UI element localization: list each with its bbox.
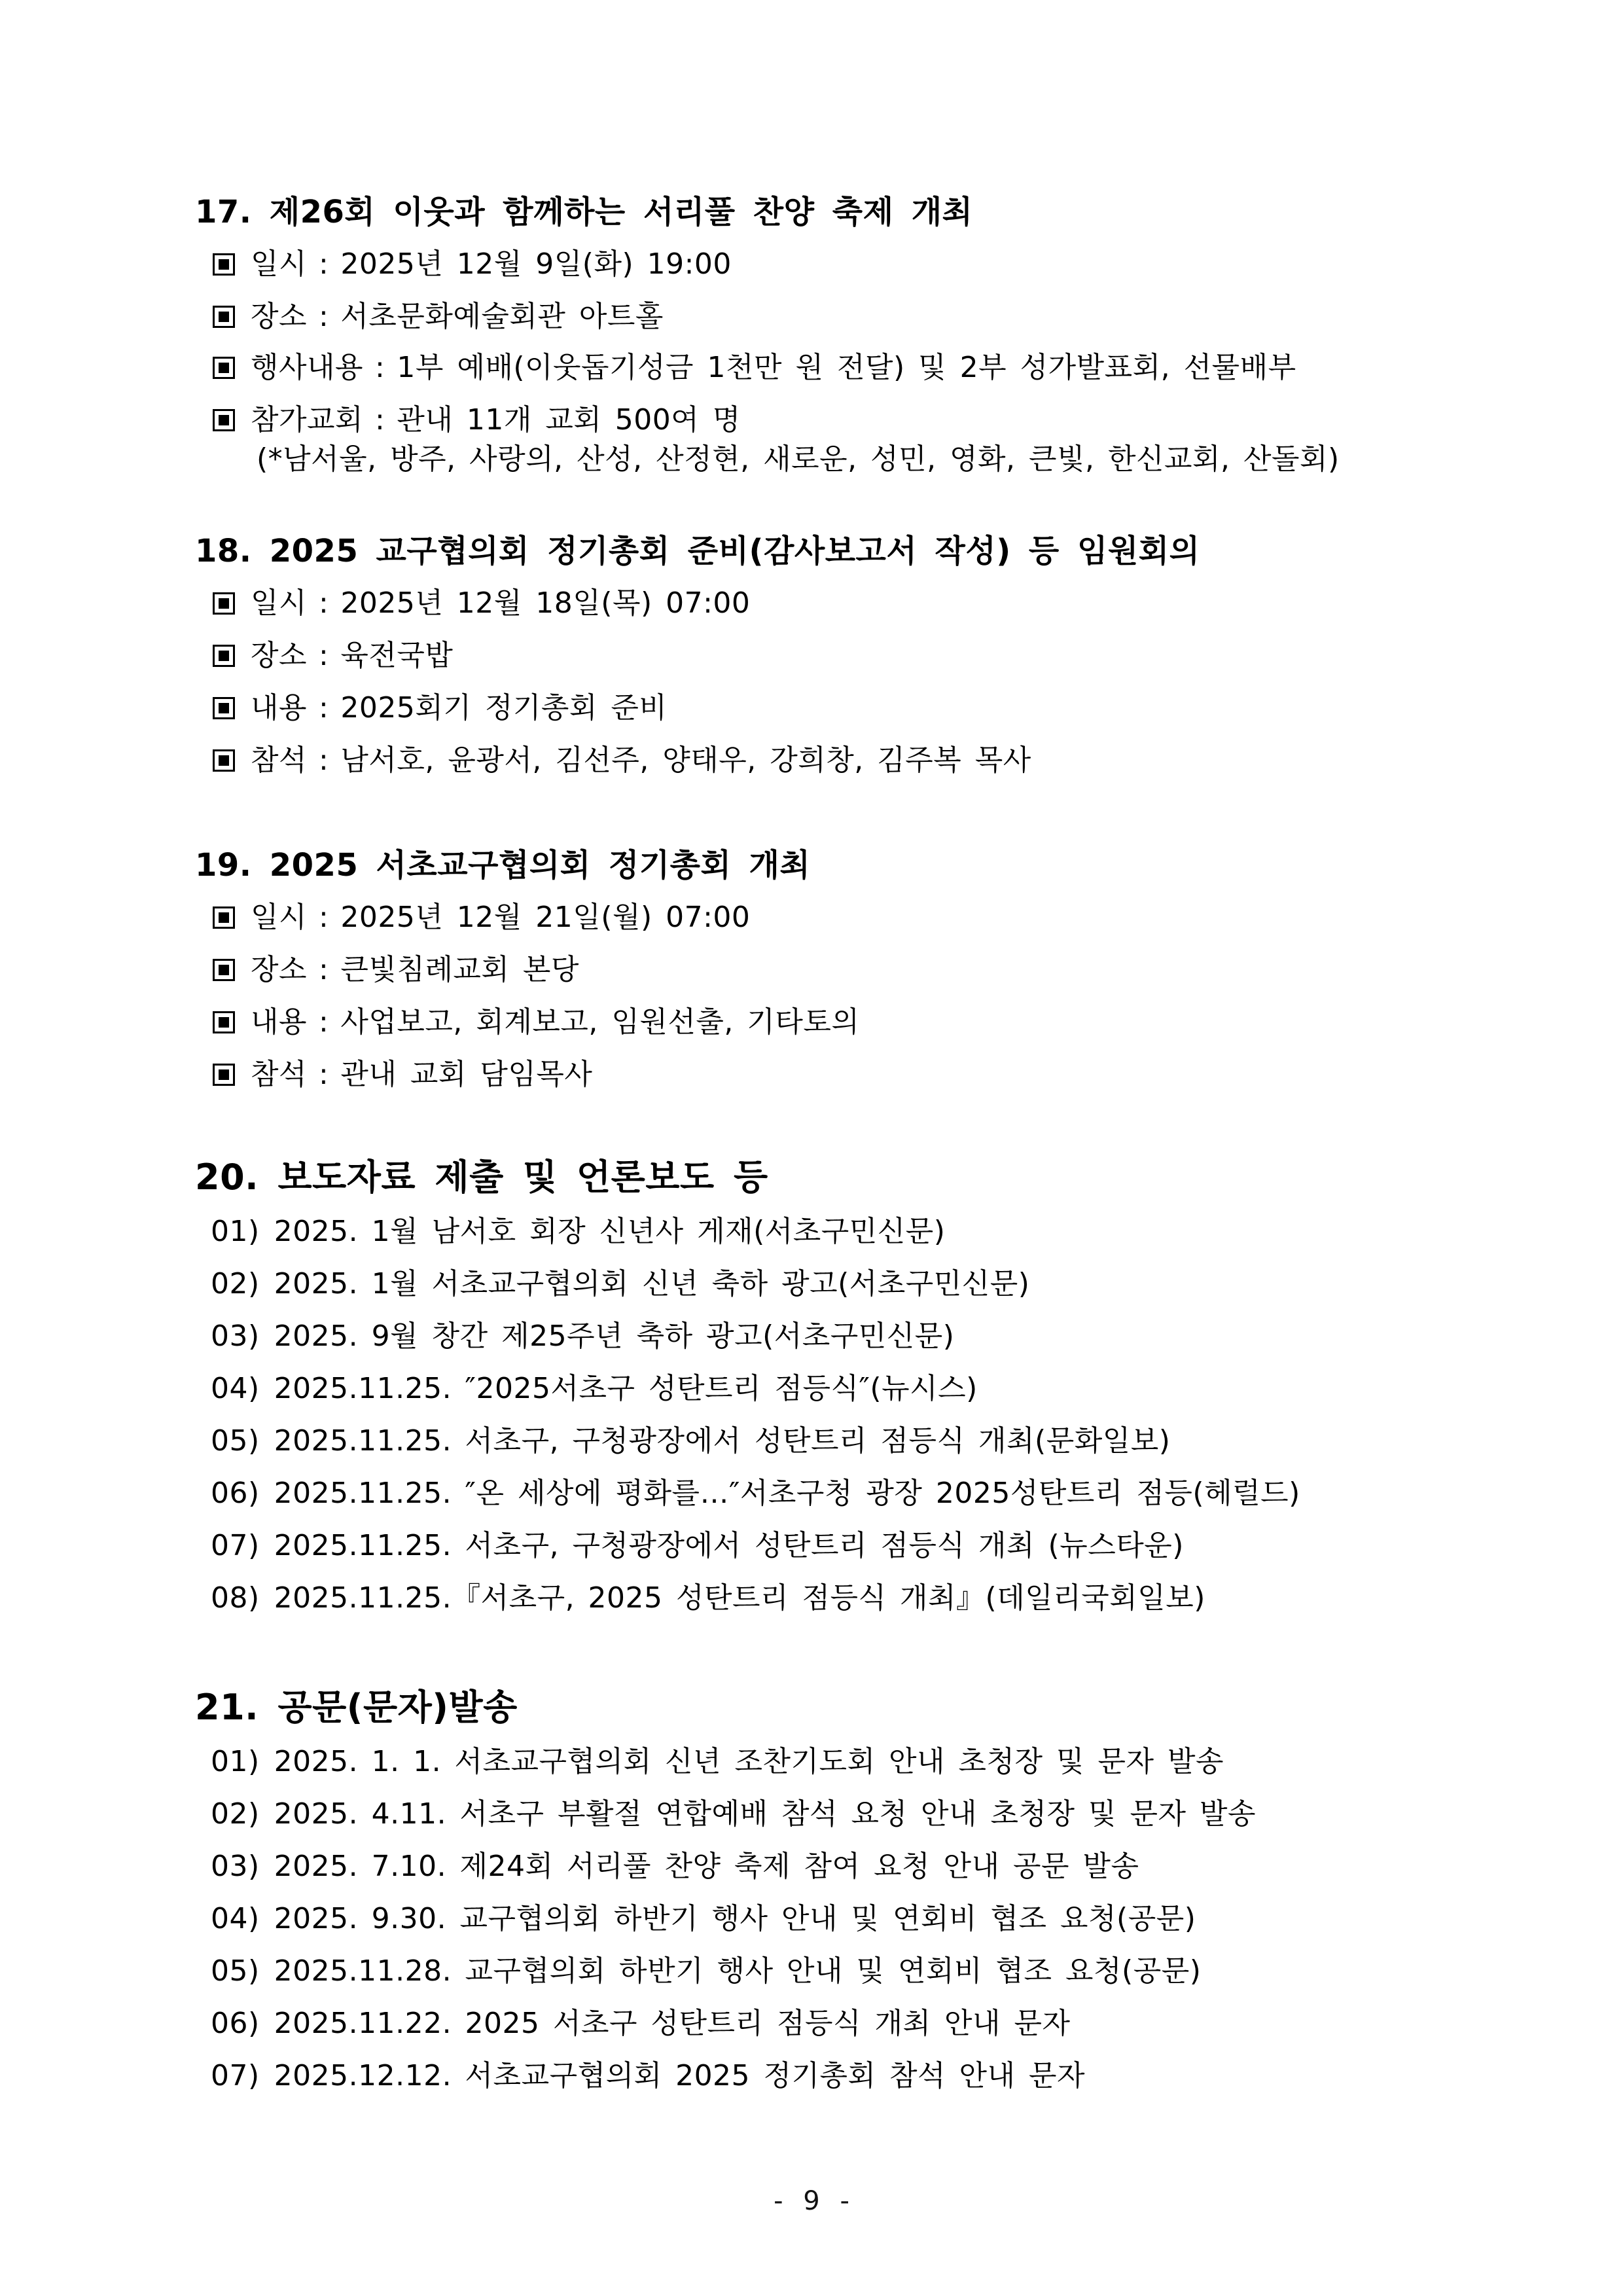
item-label: 장소 <box>251 953 308 986</box>
press-list-item <box>211 1374 978 1403</box>
item-text: 2025. 9월 창간 제25주년 축하 광고(서초구민신문) <box>274 1319 955 1353</box>
section-18-item-date <box>213 586 751 620</box>
item-value: 서초문화예술회관 아트홀 <box>340 300 664 333</box>
item-separator: : <box>375 403 385 437</box>
item-number: 06) <box>211 2007 260 2040</box>
item-number: 03) <box>211 1319 260 1353</box>
section-18-title: 18. 2025 교구협의회 정기총회 준비(감사보고서 작성) 등 임원회의 <box>195 533 1200 569</box>
press-list-item <box>211 1581 1205 1615</box>
section-17-church-list: (*남서울, 방주, 사랑의, 산성, 산정현, 새로운, 성민, 영화, 큰빛, 한신교회, 산돌회) <box>257 442 1340 476</box>
square-bullet-icon <box>213 645 235 667</box>
item-value: 사업보고, 회계보고, 임원선출, 기타토의 <box>340 1005 860 1039</box>
square-bullet-icon <box>213 959 235 981</box>
section-17-item-churches <box>213 403 741 437</box>
section-18-item-place <box>213 641 453 670</box>
item-number: 06) <box>211 1477 260 1510</box>
item-label: 일시 <box>251 586 308 620</box>
section-19-item-place <box>213 953 579 986</box>
item-separator: : <box>319 639 329 672</box>
item-label: 장소 <box>251 300 308 333</box>
section-19-item-date <box>213 903 750 932</box>
item-number: 07) <box>211 1529 260 1562</box>
item-text: 2025. 9.30. 교구협의회 하반기 행사 안내 및 연회비 협조 요청(공문) <box>274 1902 1196 1935</box>
item-value: 2025년 12월 18일(목) 07:00 <box>340 586 751 620</box>
square-bullet-icon <box>213 697 235 719</box>
item-number: 04) <box>211 1902 260 1935</box>
press-list-item <box>211 1479 1300 1508</box>
item-separator: : <box>319 300 329 333</box>
item-text: 2025. 1. 1. 서초교구협의회 신년 조찬기도회 안내 초청장 및 문자 발송 <box>274 1745 1224 1778</box>
section-17-item-content <box>213 353 1296 382</box>
item-label: 일시 <box>251 247 308 281</box>
item-separator: : <box>319 953 329 986</box>
item-value: 큰빛침례교회 본당 <box>340 953 579 986</box>
square-bullet-icon <box>213 253 235 276</box>
item-text: 2025.12.12. 서초교구협의회 2025 정기총회 참석 안내 문자 <box>274 2059 1086 2092</box>
item-value: 2025년 12월 21일(월) 07:00 <box>340 901 751 934</box>
item-separator: : <box>319 247 329 281</box>
section-17-item-date <box>213 247 732 281</box>
section-21-title: 21. 공문(문자)발송 <box>195 1687 518 1728</box>
item-number: 04) <box>211 1372 260 1405</box>
press-list-item <box>211 1529 1184 1562</box>
item-text: 2025.11.25. 서초구, 구청광장에서 성탄트리 점등식 개최(문화일보) <box>274 1424 1171 1458</box>
item-separator: : <box>319 586 329 620</box>
item-text: 2025.11.25. ″온 세상에 평화를…″서초구청 광장 2025성탄트리 점등(헤럴드) <box>274 1477 1300 1510</box>
dispatch-list-item <box>211 1797 1257 1831</box>
square-bullet-icon <box>213 592 235 615</box>
item-number: 02) <box>211 1267 260 1300</box>
item-text: 2025.11.28. 교구협의회 하반기 행사 안내 및 연회비 협조 요청(공문) <box>274 1954 1202 1988</box>
item-value: 1부 예배(이웃돕기성금 1천만 원 전달) 및 2부 성가발표회, 선물배부 <box>397 351 1296 384</box>
square-bullet-icon <box>213 1011 235 1033</box>
item-value: 관내 교회 담임목사 <box>340 1058 593 1091</box>
item-label: 일시 <box>251 901 308 934</box>
item-number: 02) <box>211 1797 260 1831</box>
section-19-item-attendees <box>213 1060 592 1089</box>
square-bullet-icon <box>213 306 235 328</box>
item-separator: : <box>319 1058 329 1091</box>
item-separator: : <box>375 351 385 384</box>
item-number: 08) <box>211 1581 260 1615</box>
item-label: 참석 <box>251 1058 308 1091</box>
item-value: 남서호, 윤광서, 김선주, 양태우, 강희창, 김주복 목사 <box>340 744 1031 777</box>
item-separator: : <box>319 744 329 777</box>
dispatch-list-item <box>211 1745 1224 1778</box>
item-text: 2025. 4.11. 서초구 부활절 연합예배 참석 요청 안내 초청장 및 문자 발송 <box>274 1797 1257 1831</box>
item-text: 2025.11.25.『서초구, 2025 성탄트리 점등식 개최』(데일리국회일보) <box>274 1581 1205 1615</box>
section-20-title: 20. 보도자료 제출 및 언론보도 등 <box>195 1157 768 1198</box>
item-separator: : <box>319 901 329 934</box>
item-label: 내용 <box>251 1005 308 1039</box>
square-bullet-icon <box>213 357 235 379</box>
press-list-item <box>211 1267 1030 1300</box>
item-number: 01) <box>211 1215 260 1248</box>
dispatch-list-item <box>211 2009 1071 2038</box>
item-number: 05) <box>211 1954 260 1988</box>
item-text: 2025.11.25. ″2025서초구 성탄트리 점등식″(뉴시스) <box>274 1372 978 1405</box>
section-19-title: 19. 2025 서초교구협의회 정기총회 개최 <box>195 847 811 884</box>
item-value: 2025년 12월 9일(화) 19:00 <box>340 247 732 281</box>
item-label: 행사내용 <box>251 351 364 384</box>
item-number: 05) <box>211 1424 260 1458</box>
item-label: 참가교회 <box>251 403 364 437</box>
page-number: - 9 - <box>774 2186 849 2216</box>
item-number: 03) <box>211 1850 260 1883</box>
item-separator: : <box>319 1005 329 1039</box>
item-value: 2025회기 정기총회 준비 <box>340 691 668 725</box>
square-bullet-icon <box>213 906 235 929</box>
item-text: 2025. 7.10. 제24회 서리풀 찬양 축제 참여 요청 안내 공문 발송 <box>274 1850 1139 1883</box>
item-value: 관내 11개 교회 500여 명 <box>397 403 741 437</box>
section-17-title: 17. 제26회 이웃과 함께하는 서리풀 찬양 축제 개최 <box>195 194 973 230</box>
item-text: 2025.11.25. 서초구, 구청광장에서 성탄트리 점등식 개최 (뉴스타운) <box>274 1529 1184 1562</box>
section-19-item-content <box>213 1005 860 1039</box>
square-bullet-icon <box>213 1064 235 1086</box>
item-value: 육전국밥 <box>340 639 454 672</box>
item-number: 01) <box>211 1745 260 1778</box>
press-list-item <box>211 1217 945 1246</box>
press-list-item <box>211 1319 955 1353</box>
item-label: 내용 <box>251 691 308 725</box>
square-bullet-icon <box>213 409 235 431</box>
dispatch-list-item <box>211 1902 1196 1935</box>
dispatch-list-item <box>211 2059 1086 2092</box>
item-text: 2025. 1월 서초교구협의회 신년 축하 광고(서초구민신문) <box>274 1267 1030 1300</box>
item-label: 장소 <box>251 639 308 672</box>
section-18-item-attendees <box>213 746 1031 775</box>
item-label: 참석 <box>251 744 308 777</box>
item-text: 2025. 1월 남서호 회장 신년사 게재(서초구민신문) <box>274 1215 946 1248</box>
dispatch-list-item <box>211 1954 1202 1988</box>
press-list-item <box>211 1424 1171 1458</box>
section-17-item-place <box>213 302 664 331</box>
item-number: 07) <box>211 2059 260 2092</box>
item-separator: : <box>319 691 329 725</box>
dispatch-list-item <box>211 1852 1139 1881</box>
square-bullet-icon <box>213 749 235 772</box>
item-text: 2025.11.22. 2025 서초구 성탄트리 점등식 개최 안내 문자 <box>274 2007 1071 2040</box>
section-18-item-content <box>213 691 668 725</box>
